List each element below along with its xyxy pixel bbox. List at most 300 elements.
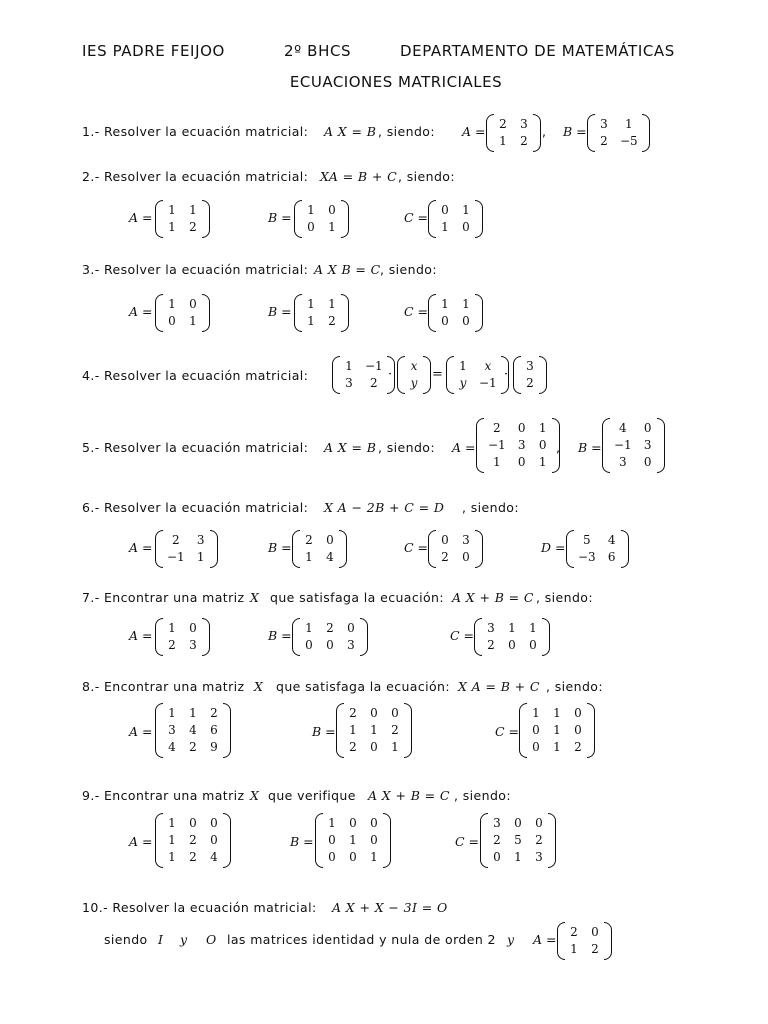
problem-8-suffix: , siendo: (546, 679, 603, 694)
matrix-entry: 0 (210, 833, 218, 847)
right-bracket (223, 703, 231, 758)
problem-5-matrix-a (476, 418, 560, 473)
matrix-entry: 1 (168, 816, 176, 830)
left-bracket (155, 618, 163, 656)
problem-4-vector-xy (397, 356, 431, 394)
right-bracket (341, 200, 349, 238)
right-bracket (404, 703, 412, 758)
problem-8-matrix-c-label: C = (495, 724, 520, 739)
matrix-entry: 1 (189, 203, 197, 217)
problem-6-suffix: , siendo: (462, 500, 519, 515)
matrix-entries (488, 813, 548, 868)
left-bracket (446, 356, 454, 394)
problem-2-equation: XA = B + C (320, 169, 398, 184)
problem-7-matrix-b (292, 618, 368, 656)
problem-1-equation: A X = B (324, 124, 377, 139)
matrix-entry: 2 (520, 134, 528, 148)
problem-8-var: X (254, 679, 264, 694)
matrix-entry: 2 (210, 706, 218, 720)
matrix-entries (436, 294, 475, 332)
matrix-entry: 1 (514, 850, 522, 864)
left-bracket (155, 703, 163, 758)
dot-operator: · (388, 367, 393, 382)
left-bracket (602, 418, 610, 473)
problem-4-matrix-1 (332, 356, 395, 394)
problem-1-matrix-a-label: A = (462, 124, 486, 139)
matrix-entry: 4 (326, 550, 334, 564)
matrix-entry: 0 (189, 297, 197, 311)
matrix-entry: 1 (328, 220, 336, 234)
matrix-entries (163, 530, 210, 568)
matrix-entries (436, 200, 475, 238)
matrix-entry: 1 (305, 550, 313, 564)
matrix-entries (163, 813, 223, 868)
matrix-entry: 1 (328, 816, 336, 830)
left-bracket (428, 294, 436, 332)
matrix-entries (436, 530, 475, 568)
matrix-entry: 3 (462, 533, 470, 547)
matrix-entry: 0 (462, 220, 470, 234)
problem-3-suffix: , siendo: (380, 262, 437, 277)
matrix-entry: 1 (189, 706, 197, 720)
problem-5-suffix: , siendo: (378, 440, 435, 455)
matrix-entry: 0 (370, 833, 378, 847)
matrix-entry: 1 (349, 723, 357, 737)
matrix-entry: 2 (574, 740, 582, 754)
matrix-entry: 3 (493, 816, 501, 830)
matrix-entry: 2 (499, 117, 507, 131)
right-bracket (539, 356, 547, 394)
matrix-entry: 2 (189, 740, 197, 754)
matrix-entry: 5 (583, 533, 591, 547)
matrix-entry: 1 (499, 134, 507, 148)
left-bracket (155, 813, 163, 868)
problem-3-equation: A X B = C (314, 262, 381, 277)
matrix-entries (302, 294, 341, 332)
matrix-entry: 1 (441, 220, 449, 234)
matrix-entry: 0 (168, 314, 176, 328)
left-bracket (155, 294, 163, 332)
matrix-entries (595, 114, 642, 152)
left-bracket (292, 530, 300, 568)
problem-7-matrix-a-label: A = (129, 628, 153, 643)
left-bracket (155, 200, 163, 238)
matrix-entries (527, 703, 587, 758)
matrix-entries (323, 813, 383, 868)
right-bracket (223, 813, 231, 868)
matrix-entry: 0 (591, 925, 599, 939)
problem-2-matrix-b (294, 200, 349, 238)
matrix-entry: 1 (168, 706, 176, 720)
problem-10-y2: y (507, 932, 515, 947)
matrix-entry: 0 (532, 740, 540, 754)
matrix-entries (484, 418, 552, 473)
matrix-entry: x (410, 359, 418, 373)
problem-8-matrix-b-label: B = (312, 724, 336, 739)
matrix-entries (163, 294, 202, 332)
matrix-entry: 2 (493, 421, 501, 435)
problem-6-equation: X A − 2B + C = D (324, 500, 445, 515)
matrix-entry: 4 (189, 723, 197, 737)
right-bracket (587, 703, 595, 758)
matrix-entry: 0 (462, 314, 470, 328)
matrix-entry: 2 (189, 220, 197, 234)
problem-10-o: O (206, 932, 217, 947)
matrix-entry: 0 (370, 706, 378, 720)
right-bracket (202, 618, 210, 656)
matrix-entry: 1 (307, 297, 315, 311)
matrix-entry: 1 (508, 621, 516, 635)
matrix-entry: 2 (535, 833, 543, 847)
matrix-entry: 0 (210, 816, 218, 830)
matrix-entry: 0 (535, 816, 543, 830)
problem-3-text: 3.- Resolver la ecuación matricial: (82, 262, 309, 277)
left-bracket (336, 703, 344, 758)
matrix-entry: 1 (391, 740, 399, 754)
matrix-entry: 0 (326, 638, 334, 652)
matrix-entry: −5 (620, 134, 638, 148)
matrix-entry: 0 (189, 816, 197, 830)
matrix-entry: 2 (328, 314, 336, 328)
problem-9-var: X (250, 788, 260, 803)
left-bracket (519, 703, 527, 758)
matrix-entry: 2 (391, 723, 399, 737)
right-bracket (202, 200, 210, 238)
problem-5-equation: A X = B (324, 440, 377, 455)
left-bracket (480, 813, 488, 868)
matrix-entry: 6 (607, 550, 616, 564)
matrix-entry: 0 (349, 816, 357, 830)
problem-8-text2: que satisfaga la ecuación: (276, 679, 450, 694)
matrix-entry: 0 (370, 740, 378, 754)
problem-7-text2: que satisfaga la ecuación: (270, 590, 444, 605)
matrix-entry: 2 (349, 706, 357, 720)
problem-4-matrix-2 (446, 356, 509, 394)
problem-9-text2: que verifique (268, 788, 356, 803)
problem-10-i: I (158, 932, 164, 947)
right-bracket (604, 922, 612, 960)
matrix-entries (302, 200, 341, 238)
matrix-entry: 2 (168, 638, 176, 652)
matrix-entry: 0 (349, 850, 357, 864)
problem-9-text: 9.- Encontrar una matriz (82, 788, 245, 803)
matrix-entry: 1 (553, 740, 561, 754)
problem-9-matrix-b (315, 813, 391, 868)
matrix-entry: 3 (347, 638, 355, 652)
matrix-entry: 1 (462, 297, 470, 311)
left-bracket (476, 418, 484, 473)
matrix-entry: x (484, 359, 492, 373)
problem-8-matrix-c (519, 703, 595, 758)
matrix-entry: 3 (168, 723, 176, 737)
problem-9-matrix-b-label: B = (290, 834, 314, 849)
right-bracket (657, 418, 665, 473)
problem-7-matrix-c (474, 618, 550, 656)
matrix-entry: 1 (532, 706, 540, 720)
matrix-entry: 3 (643, 438, 652, 452)
problem-5-matrix-b (602, 418, 665, 473)
matrix-entry: 0 (517, 455, 526, 469)
matrix-entry: 0 (370, 816, 378, 830)
problem-7-var: X (250, 590, 260, 605)
problem-6-matrix-c (428, 530, 483, 568)
matrix-entries (574, 530, 621, 568)
matrix-entries (344, 703, 404, 758)
left-bracket (294, 294, 302, 332)
right-bracket (548, 813, 556, 868)
problem-8-matrix-a-label: A = (129, 724, 153, 739)
matrix-entry: −3 (578, 550, 596, 564)
matrix-entry: 1 (305, 621, 313, 635)
problem-7-suffix: , siendo: (536, 590, 593, 605)
left-bracket (474, 618, 482, 656)
left-bracket (155, 530, 163, 568)
course-name: 2º BHCS (284, 42, 352, 60)
matrix-entry: −1 (614, 438, 632, 452)
problem-9-equation: A X + B = C (368, 788, 450, 803)
problem-9-matrix-a (155, 813, 231, 868)
matrix-entries (163, 703, 223, 758)
left-bracket (315, 813, 323, 868)
problem-6-matrix-a-label: A = (129, 540, 153, 555)
matrix-entry: 3 (600, 117, 608, 131)
matrix-entry: 1 (625, 117, 633, 131)
problem-2-suffix: , siendo: (398, 169, 455, 184)
problem-7-matrix-b-label: B = (268, 628, 292, 643)
school-name: IES PADRE FEIJOO (82, 42, 225, 60)
matrix-entries (565, 922, 604, 960)
matrix-entry: 3 (619, 455, 627, 469)
right-bracket (202, 294, 210, 332)
matrix-entry: 1 (459, 359, 467, 373)
matrix-entry: 9 (210, 740, 218, 754)
matrix-entry: 1 (168, 621, 176, 635)
problem-2-matrix-c-label: C = (404, 210, 429, 225)
matrix-entry: 0 (493, 850, 501, 864)
matrix-entry: 0 (441, 314, 449, 328)
matrix-entry: 4 (619, 421, 627, 435)
matrix-entry: 1 (441, 297, 449, 311)
matrix-entry: −1 (479, 376, 497, 390)
matrix-entry: y (459, 376, 467, 390)
right-bracket (383, 813, 391, 868)
matrix-entry: 0 (305, 638, 313, 652)
problem-6-text: 6.- Resolver la ecuación matricial: (82, 500, 309, 515)
matrix-entry: 3 (345, 376, 353, 390)
matrix-entry: 1 (370, 850, 378, 864)
problem-3-matrix-a-label: A = (129, 304, 153, 319)
problem-8-text: 8.- Encontrar una matriz (82, 679, 245, 694)
problem-5-matrix-b-label: B = (578, 440, 602, 455)
matrix-entry: −1 (167, 550, 185, 564)
problem-7-text: 7.- Encontrar una matriz (82, 590, 245, 605)
matrix-entry: 1 (168, 203, 176, 217)
matrix-entry: 0 (574, 706, 582, 720)
matrix-entry: 3 (487, 621, 495, 635)
matrix-entry: 1 (307, 314, 315, 328)
right-bracket (621, 530, 629, 568)
matrix-entries (300, 530, 339, 568)
problem-2-matrix-a (155, 200, 210, 238)
matrix-entry: 0 (328, 833, 336, 847)
matrix-entry: 0 (391, 706, 399, 720)
left-bracket (428, 200, 436, 238)
problem-2-text: 2.- Resolver la ecuación matricial: (82, 169, 309, 184)
matrix-entry: 0 (441, 533, 449, 547)
matrix-entry: 1 (538, 455, 547, 469)
right-bracket (210, 530, 218, 568)
left-bracket (557, 922, 565, 960)
matrix-entry: 6 (210, 723, 218, 737)
problem-10-middle: las matrices identidad y nula de orden 2 (227, 932, 496, 947)
left-bracket (332, 356, 340, 394)
matrix-entry: 1 (529, 621, 537, 635)
matrix-entry: 0 (441, 203, 449, 217)
problem-1-text: 1.- Resolver la ecuación matricial: (82, 124, 309, 139)
problem-10-equation: A X + X − 3I = O (332, 900, 448, 915)
matrix-entry: 0 (347, 621, 355, 635)
left-bracket (486, 114, 494, 152)
matrix-entry: 1 (570, 942, 578, 956)
matrix-entry: 1 (493, 455, 501, 469)
matrix-entry: 2 (172, 533, 180, 547)
problem-9-matrix-c-label: C = (455, 834, 480, 849)
matrix-entry: 2 (493, 833, 501, 847)
matrix-entry: 0 (517, 421, 526, 435)
department-name: DEPARTAMENTO DE MATEMÁTICAS (400, 42, 675, 60)
matrix-entry: 2 (370, 376, 378, 390)
problem-8-matrix-a (155, 703, 231, 758)
left-bracket (292, 618, 300, 656)
problem-1-matrix-b-label: B = (563, 124, 587, 139)
matrix-entry: 4 (607, 533, 616, 547)
matrix-entry: 1 (307, 203, 315, 217)
page-title: ECUACIONES MATRICIALES (289, 73, 503, 91)
problem-1-matrix-a (486, 114, 541, 152)
matrix-entry: 0 (643, 421, 652, 435)
problem-7-matrix-c-label: C = (450, 628, 475, 643)
problem-9-suffix: , siendo: (454, 788, 511, 803)
left-bracket (587, 114, 595, 152)
matrix-entry: 3 (526, 359, 534, 373)
problem-6-matrix-d-label: D = (541, 540, 566, 555)
problem-4-text: 4.- Resolver la ecuación matricial: (82, 368, 309, 383)
matrix-entries (610, 418, 657, 473)
matrix-entry: 0 (529, 638, 537, 652)
matrix-entries (340, 356, 387, 394)
right-bracket (642, 114, 650, 152)
problem-6-matrix-c-label: C = (404, 540, 429, 555)
problem-10-matrix-a-label: A = (533, 932, 557, 947)
right-bracket (475, 294, 483, 332)
matrix-entry: 1 (349, 833, 357, 847)
matrix-entry: 2 (441, 550, 449, 564)
problem-10-siendo: siendo (104, 932, 148, 947)
matrix-entry: 4 (210, 850, 218, 864)
matrix-entry: 3 (520, 117, 528, 131)
matrix-entry: 2 (189, 850, 197, 864)
problem-6-matrix-b (292, 530, 347, 568)
matrix-entry: 0 (574, 723, 582, 737)
problem-6-matrix-d (566, 530, 629, 568)
problem-8-equation: X A = B + C (458, 679, 540, 694)
problem-4-vector-32 (513, 356, 547, 394)
matrix-entry: 2 (305, 533, 313, 547)
matrix-entry: 0 (538, 438, 547, 452)
problem-10-matrix-a (557, 922, 612, 960)
problem-3-matrix-c-label: C = (404, 304, 429, 319)
matrix-entries (494, 114, 533, 152)
matrix-entry: 1 (553, 706, 561, 720)
left-bracket (566, 530, 574, 568)
problem-5-text: 5.- Resolver la ecuación matricial: (82, 440, 309, 455)
matrix-entry: 0 (532, 723, 540, 737)
matrix-entry: 1 (538, 421, 547, 435)
matrix-entry: 2 (591, 942, 599, 956)
matrix-entry: 3 (517, 438, 526, 452)
matrix-entry: 0 (328, 203, 336, 217)
matrix-entries (163, 200, 202, 238)
matrix-entry: 0 (508, 638, 516, 652)
matrix-entry: y (410, 376, 418, 390)
matrix-entries (454, 356, 501, 394)
problem-9-matrix-a-label: A = (129, 834, 153, 849)
matrix-entry: −1 (365, 359, 383, 373)
left-bracket (428, 530, 436, 568)
problem-3-matrix-b (294, 294, 349, 332)
matrix-entry: −1 (488, 438, 506, 452)
matrix-entries (300, 618, 360, 656)
matrix-entry: 1 (328, 297, 336, 311)
left-bracket (513, 356, 521, 394)
matrix-entry: 2 (487, 638, 495, 652)
matrix-entry: 5 (514, 833, 522, 847)
matrix-entry: 3 (535, 850, 543, 864)
left-bracket (294, 200, 302, 238)
right-bracket (542, 618, 550, 656)
matrix-entry: 2 (570, 925, 578, 939)
matrix-entry: 0 (462, 550, 470, 564)
problem-3-matrix-a (155, 294, 210, 332)
right-bracket (360, 618, 368, 656)
matrix-entry: 1 (462, 203, 470, 217)
right-bracket (423, 356, 431, 394)
matrix-entry: 3 (189, 638, 197, 652)
right-bracket (475, 200, 483, 238)
problem-7-equation: A X + B = C (452, 590, 534, 605)
problem-5-matrix-a-label: A = (452, 440, 476, 455)
matrix-entry: 1 (168, 850, 176, 864)
problem-1-matrix-b (587, 114, 650, 152)
matrix-entry: 0 (326, 533, 334, 547)
problem-6-matrix-a (155, 530, 218, 568)
problem-8-matrix-b (336, 703, 412, 758)
matrix-entries (482, 618, 542, 656)
equals-operator: = (432, 367, 443, 382)
right-bracket (475, 530, 483, 568)
problem-7-matrix-a (155, 618, 210, 656)
dot-operator: · (504, 367, 509, 382)
matrix-entry: 2 (600, 134, 608, 148)
matrix-entries (163, 618, 202, 656)
problem-3-matrix-c (428, 294, 483, 332)
left-bracket (397, 356, 405, 394)
matrix-entries (521, 356, 539, 394)
problem-3-matrix-b-label: B = (268, 304, 292, 319)
problem-2-matrix-c (428, 200, 483, 238)
problem-1-suffix: , siendo: (378, 124, 435, 139)
matrix-entry: 1 (370, 723, 378, 737)
